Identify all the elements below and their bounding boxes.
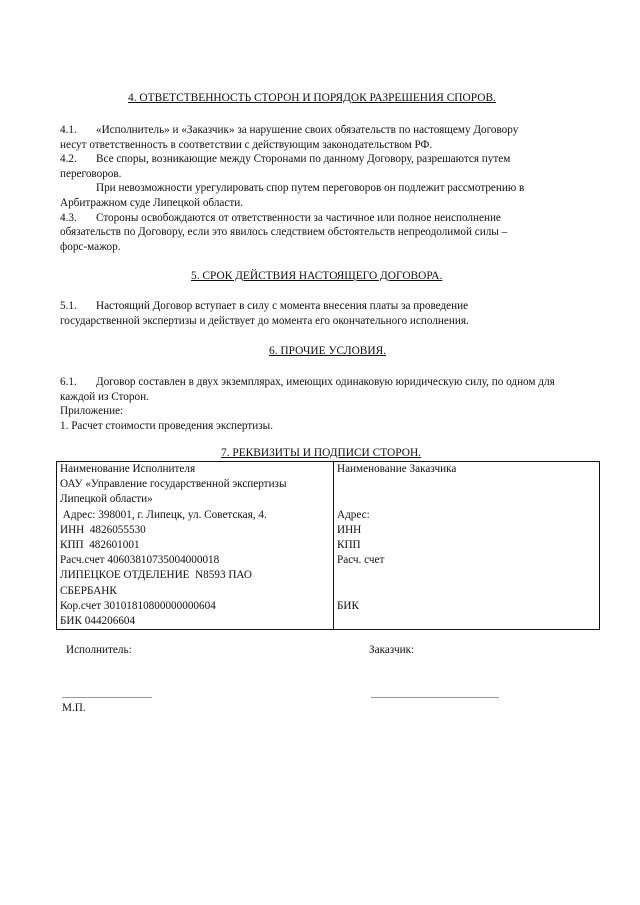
executor-name-line-1: ОАУ «Управление государственной экспертизы: [60, 478, 287, 491]
clause-6-1-line-2: каждой из Сторон.: [60, 390, 149, 403]
executor-requisites: [57, 462, 334, 630]
section-4-body: [60, 123, 600, 254]
section-6-heading: 6. ПРОЧИЕ УСЛОВИЯ.: [269, 345, 387, 357]
executor-address: Адрес: 398001, г. Липецк, ул. Советская, 4.: [60, 508, 267, 521]
customer-kpp: КПП: [337, 539, 361, 552]
customer-bik: БИК: [337, 599, 359, 612]
section-7-heading: 7. РЕКВИЗИТЫ И ПОДПИСИ СТОРОН.: [221, 447, 422, 459]
clause-4-1-line-2: несут ответственность в соответствии с действующим законодательством РФ.: [60, 138, 433, 151]
executor-inn: ИНН 4826055530: [60, 523, 146, 536]
executor-bik: БИК 044206604: [60, 615, 136, 628]
customer-signature-label: Заказчик:: [369, 644, 415, 656]
stamp-placeholder: М.П.: [62, 702, 86, 714]
requisites-table: [56, 461, 600, 630]
executor-title: Наименование Исполнителя: [60, 463, 196, 475]
section-4-heading: 4. ОТВЕТСТВЕННОСТЬ СТОРОН И ПОРЯДОК РАЗРЕШЕНИЯ СПОРОВ.: [128, 92, 496, 104]
customer-account: Расч. счет: [337, 554, 385, 567]
executor-bank-line-2: СБЕРБАНК: [60, 584, 117, 597]
clause-4-2-line-1: 4.2. Все споры, возникающие между Сторонами по данному Договору, разрешаются путем: [60, 153, 511, 166]
clause-4-3-line-3: форс-мажор.: [60, 240, 121, 253]
executor-signature-label: Исполнитель:: [66, 644, 132, 656]
customer-title: Наименование Заказчика: [337, 463, 457, 475]
executor-signature-line: [62, 697, 152, 698]
executor-bank-line-1: ЛИПЕЦКОЕ ОТДЕЛЕНИЕ N8593 ПАО: [60, 569, 253, 582]
clause-4-3-line-2: обязательств по Договору, если это явилось следствием обстоятельств непреодолимой силы –: [60, 226, 508, 239]
clause-5-1-line-2: государственной экспертизы и действует до момента его окончательного исполнения.: [60, 314, 469, 327]
clause-5-1-line-1: 5.1. Настоящий Договор вступает в силу с момента внесения платы за проведение: [60, 300, 469, 312]
section-5-heading: 5. СРОК ДЕЙСТВИЯ НАСТОЯЩЕГО ДОГОВОРА.: [191, 270, 443, 282]
appendix-label: Приложение:: [60, 405, 124, 418]
clause-4-3-line-1: 4.3. Стороны освобождаются от ответственности за частичное или полное неисполнение: [60, 211, 501, 224]
section-5-body: [60, 299, 600, 328]
appendix-item: 1. Расчет стоимости проведения экспертизы.: [60, 419, 273, 432]
customer-inn: ИНН: [337, 523, 362, 536]
executor-corr-account: Кор.счет 30101810800000000604: [60, 599, 216, 612]
executor-name-line-2: Липецкой области»: [60, 493, 153, 506]
executor-kpp: КПП 482601001: [60, 539, 140, 552]
customer-address: Адрес:: [337, 508, 370, 521]
clause-4-2-line-2: переговоров.: [60, 167, 122, 180]
executor-account: Расч.счет 40603810735004000018: [60, 554, 220, 567]
clause-4-1-line-1: 4.1. «Исполнитель» и «Заказчик» за нарушение своих обязательств по настоящему Договору: [60, 124, 519, 136]
section-6-body: [60, 375, 600, 433]
clause-4-2b-line-1: При невозможности урегулировать спор путем переговоров он подлежит рассмотрению в: [96, 182, 525, 195]
clause-6-1-line-1: 6.1. Договор составлен в двух экземплярах, имеющих одинаковую юридическую силу, по одном для: [60, 376, 555, 388]
clause-4-2b-line-2: Арбитражном суде Липецкой области.: [60, 196, 244, 209]
customer-requisites: [334, 462, 600, 630]
customer-signature-line: [371, 697, 499, 698]
